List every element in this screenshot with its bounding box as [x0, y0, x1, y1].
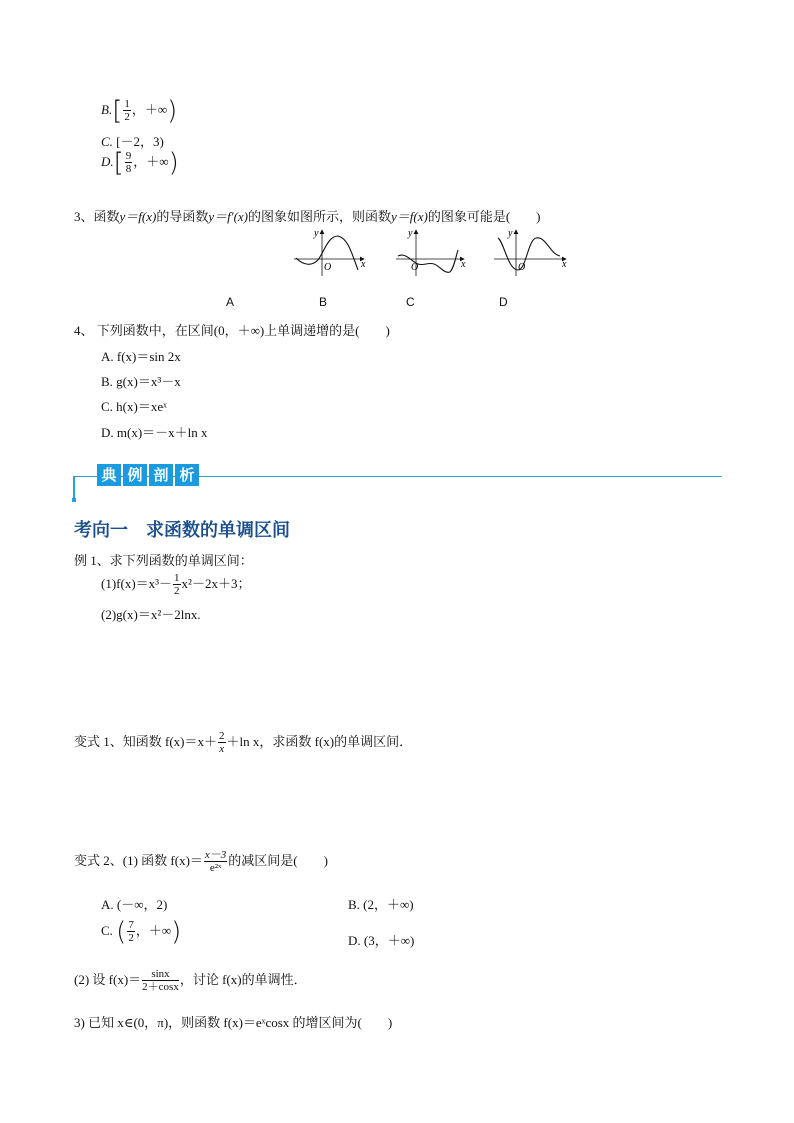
right-paren: ) [171, 917, 182, 947]
variant-2-option-b: B. (2，＋∞) [348, 897, 414, 912]
option-d-tail: ，＋∞ [133, 153, 169, 169]
q4-option-d: D. m(x)＝－x＋ln x [101, 425, 208, 440]
expr-part: 的减区间是( ) [228, 853, 328, 868]
y-axis-label: y [408, 228, 413, 239]
choice-label-c: C [406, 295, 415, 309]
variant-2-option-c [101, 919, 181, 945]
denominator: x [219, 743, 225, 756]
q3-prefix: 3、函数 [74, 209, 120, 224]
graph-2 [396, 228, 466, 276]
option-tail: ，＋∞ [135, 922, 172, 938]
variant-2-part-3: 3) 已知 x∈(0，π)，则函数 f(x)＝eˣcosx 的增区间为( ) [74, 1015, 393, 1030]
option-d-prev [101, 150, 179, 176]
denominator: 2 [174, 585, 180, 598]
y-axis-label: y [508, 228, 513, 239]
option-b-label: B. [101, 101, 113, 117]
section-banner [97, 464, 199, 486]
question-3 [74, 206, 541, 225]
variant-2-option-d: D. (3，＋∞) [348, 933, 415, 948]
origin-label: O [324, 262, 332, 273]
denominator: 2＋cosx [142, 981, 179, 994]
expr-part: ，讨论 f(x)的单调性． [179, 972, 307, 987]
banner-char: 典 [97, 464, 121, 486]
graph-1 [294, 228, 366, 276]
left-paren: ( [116, 917, 127, 947]
q3-mid2: 的图象如图所示，则函数 [248, 209, 392, 224]
banner-char: 剖 [149, 464, 173, 486]
right-paren: ) [168, 148, 179, 178]
right-paren: ) [167, 96, 178, 126]
expr-part: ＋ln x，求函数 f(x)的单调区间． [226, 734, 413, 749]
section-heading: 考向一 求函数的单调区间 [74, 520, 290, 541]
choice-label-a: A [226, 295, 235, 309]
option-c-text: [－2，3) [116, 134, 164, 149]
numerator: x－3 [204, 849, 227, 862]
expr-part: (1)f(x)＝x³－ [101, 576, 173, 591]
option-c-prev [101, 131, 164, 150]
denominator: e²ˣ [209, 862, 222, 875]
section-dot [72, 498, 76, 502]
derivative-graphs [292, 226, 572, 278]
y-axis-label: y [314, 228, 319, 239]
numerator: 2 [219, 730, 225, 743]
option-c-label: C. [101, 134, 113, 149]
left-bracket: [ [112, 96, 123, 126]
x-axis-label: x [361, 259, 366, 270]
question-4-stem: 4、 下列函数中，在区间(0，＋∞)上单调递增的是( ) [74, 323, 390, 338]
section-tick [73, 476, 75, 500]
denominator: 8 [125, 163, 132, 175]
q4-option-a: A. f(x)＝sin 2x [101, 349, 181, 364]
variant-2-part-1 [74, 850, 328, 874]
graph-3 [494, 228, 567, 276]
option-b-tail: ，＋∞ [131, 101, 168, 117]
fraction [173, 573, 181, 597]
option-label: C. [101, 922, 113, 938]
fraction [127, 920, 135, 944]
x-axis-label: x [562, 259, 567, 270]
option-d-label: D. [101, 153, 114, 169]
q3-func3: y＝f(x) [391, 209, 428, 224]
numerator: 1 [124, 98, 130, 110]
example-1-part-1 [101, 573, 250, 597]
option-b-prev [101, 98, 177, 124]
expr-part: x²－2x＋3； [181, 576, 251, 591]
numerator: 1 [174, 572, 180, 585]
expr-part: 变式 2、(1) 函数 f(x)＝ [74, 853, 203, 868]
banner-char: 析 [175, 464, 199, 486]
q3-func1: y＝f(x) [119, 209, 157, 224]
choice-label-d: D [499, 295, 508, 309]
q4-option-c: C. h(x)＝xeˣ [101, 399, 167, 414]
q4-option-b: B. g(x)＝x³－x [101, 374, 181, 389]
origin-label: O [411, 262, 419, 273]
expr-part: 变式 1、知函数 f(x)＝x＋ [74, 734, 217, 749]
variant-2-option-a: A. (－∞，2) [101, 897, 168, 912]
variant-1 [74, 731, 412, 755]
fraction [125, 151, 133, 175]
example-1-stem: 例 1、求下列函数的单调区间： [74, 553, 253, 568]
denominator: 2 [128, 932, 134, 944]
choice-label-b: B [319, 295, 328, 309]
q3-mid1: 的导函数 [156, 209, 209, 224]
fraction [204, 850, 227, 874]
denominator: 2 [124, 111, 130, 123]
numerator: 7 [128, 919, 134, 931]
x-axis-label: x [461, 259, 466, 270]
numerator: sinx [142, 969, 179, 981]
fraction [123, 99, 131, 123]
fraction [218, 731, 226, 755]
variant-2-part-2 [74, 969, 307, 993]
banner-char: 例 [123, 464, 147, 486]
q3-tail: 的图象可能是( ) [427, 209, 541, 224]
expr-part: (2) 设 f(x)＝ [74, 972, 142, 987]
example-1-part-2: (2)g(x)＝x²－2lnx. [101, 607, 201, 622]
fraction [142, 969, 179, 993]
left-bracket: [ [113, 148, 124, 178]
numerator: 9 [125, 150, 132, 162]
q3-func2: y＝f′(x) [208, 209, 248, 224]
origin-label: O [518, 262, 526, 273]
